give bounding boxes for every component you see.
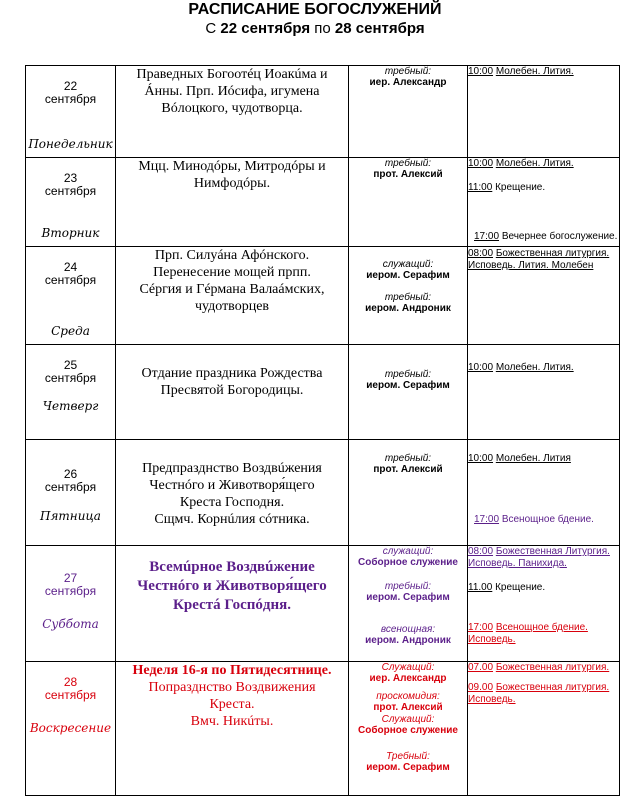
services-cell	[468, 247, 620, 345]
table-row	[26, 662, 620, 796]
services-cell	[468, 345, 620, 440]
day-cell: 22 сентября Понедельник	[26, 66, 116, 158]
service-entry: 11:00 Крещение.	[468, 182, 546, 193]
clergy-cell: требный: иер. Александр	[349, 66, 468, 158]
day-cell: 24 сентября Среда	[26, 247, 116, 345]
table-row	[26, 66, 620, 158]
weekday: Среда	[51, 324, 90, 338]
services-cell	[468, 662, 620, 796]
day-cell: 27 сентября Суббота	[26, 546, 116, 662]
feast-cell: Праведных Богоотéц Иоакúма и Áнны. Прп. Иóсифа, игумена Вóлоцкого, чудотворца.	[116, 66, 349, 158]
feast-cell: Мцц. Минодóры, Митродóры и Нимфодóры.	[116, 158, 349, 247]
weekday: Воскресение	[29, 721, 112, 735]
date-to: 28 сентября	[334, 20, 425, 37]
schedule-table	[25, 65, 620, 796]
services-cell	[468, 440, 620, 546]
service-entry: 10:00 Молебен. Лития.	[468, 158, 574, 169]
day-cell: 23 сентября Вторник	[26, 158, 116, 247]
weekday: Вторник	[41, 226, 100, 240]
page-title: РАСПИСАНИЕ БОГОСЛУЖЕНИЙ	[188, 1, 442, 18]
table-row	[26, 158, 620, 247]
feast-cell: Предпразднство Воздвúжения Честнóго и Животворя́щего Креста Господня. Сщмч. Корнúлия сóтника.	[116, 440, 349, 546]
service-entry: 10:00 Молебен. Лития	[468, 453, 571, 464]
day-cell: 28 сентября Воскресение	[26, 662, 116, 796]
date-from: 22 сентября	[220, 20, 311, 37]
service-entry: 07.00 Божественная литургия.	[468, 662, 610, 673]
services-cell	[468, 158, 620, 247]
weekday: Пятница	[40, 509, 101, 523]
clergy-cell: служащий: иером. Серафим требный: иером. Андроник	[349, 247, 468, 345]
clergy-cell: Служащий: иер. Александр проскомидия: прот. Алексий Служащий: Соборное служение Требный: иером. Серафим	[349, 662, 468, 796]
table-row	[26, 345, 620, 440]
service-entry: 10:00 Молебен. Лития.	[468, 362, 574, 373]
feast-cell: Всемúрное Воздвúжение Честнóго и Животворя́щего Крестá Госпóдня.	[116, 546, 349, 662]
day-cell: 26 сентября Пятница	[26, 440, 116, 546]
table-row	[26, 247, 620, 345]
clergy-cell: требный: прот. Алексий	[349, 440, 468, 546]
clergy-cell: требный: иером. Серафим	[349, 345, 468, 440]
date-range: С 22 сентября по 28 сентября	[205, 20, 425, 37]
feast-cell: Отдание праздника Рождества Пресвятой Богородицы.	[116, 345, 349, 440]
service-entry: 08:00 Божественная литургия. Исповедь. Лития. Молебен	[468, 248, 610, 271]
table-row	[26, 546, 620, 662]
service-entry: 17:00 Всенощное бдение. Исповедь.	[468, 622, 588, 645]
service-entry: 10:00 Молебен. Лития.	[468, 66, 574, 77]
clergy-cell: служащий: Соборное служение требный: иером. Серафим всенощная: иером. Андроник	[349, 546, 468, 662]
clergy-cell: требный: прот. Алексий	[349, 158, 468, 247]
services-cell	[468, 546, 620, 662]
weekday: Четверг	[42, 399, 99, 413]
services-cell	[468, 66, 620, 158]
weekday: Понедельник	[28, 137, 113, 151]
service-entry: 08:00 Божественная Литургия. Исповедь. Панихида.	[468, 546, 610, 569]
weekday: Суббота	[42, 617, 99, 631]
day-cell: 25 сентября Четверг	[26, 345, 116, 440]
service-entry: 11.00 Крещение.	[468, 582, 546, 593]
service-entry: 17:00 Вечернее богослужение.	[474, 231, 618, 242]
service-entry: 17:00 Всенощное бдение.	[474, 514, 594, 525]
service-entry: 09.00 Божественная литургия. Исповедь.	[468, 682, 610, 705]
feast-cell: Прп. Силуáна Афóнского. Перенесение мощей прпп. Сéргия и Гéрмана Валаáмских, чудотворцев	[116, 247, 349, 345]
table-row	[26, 440, 620, 546]
feast-cell: Неделя 16-я по Пятидесятнице. Попразднство Воздвижения Креста. Вмч. Никúты.	[116, 662, 349, 796]
